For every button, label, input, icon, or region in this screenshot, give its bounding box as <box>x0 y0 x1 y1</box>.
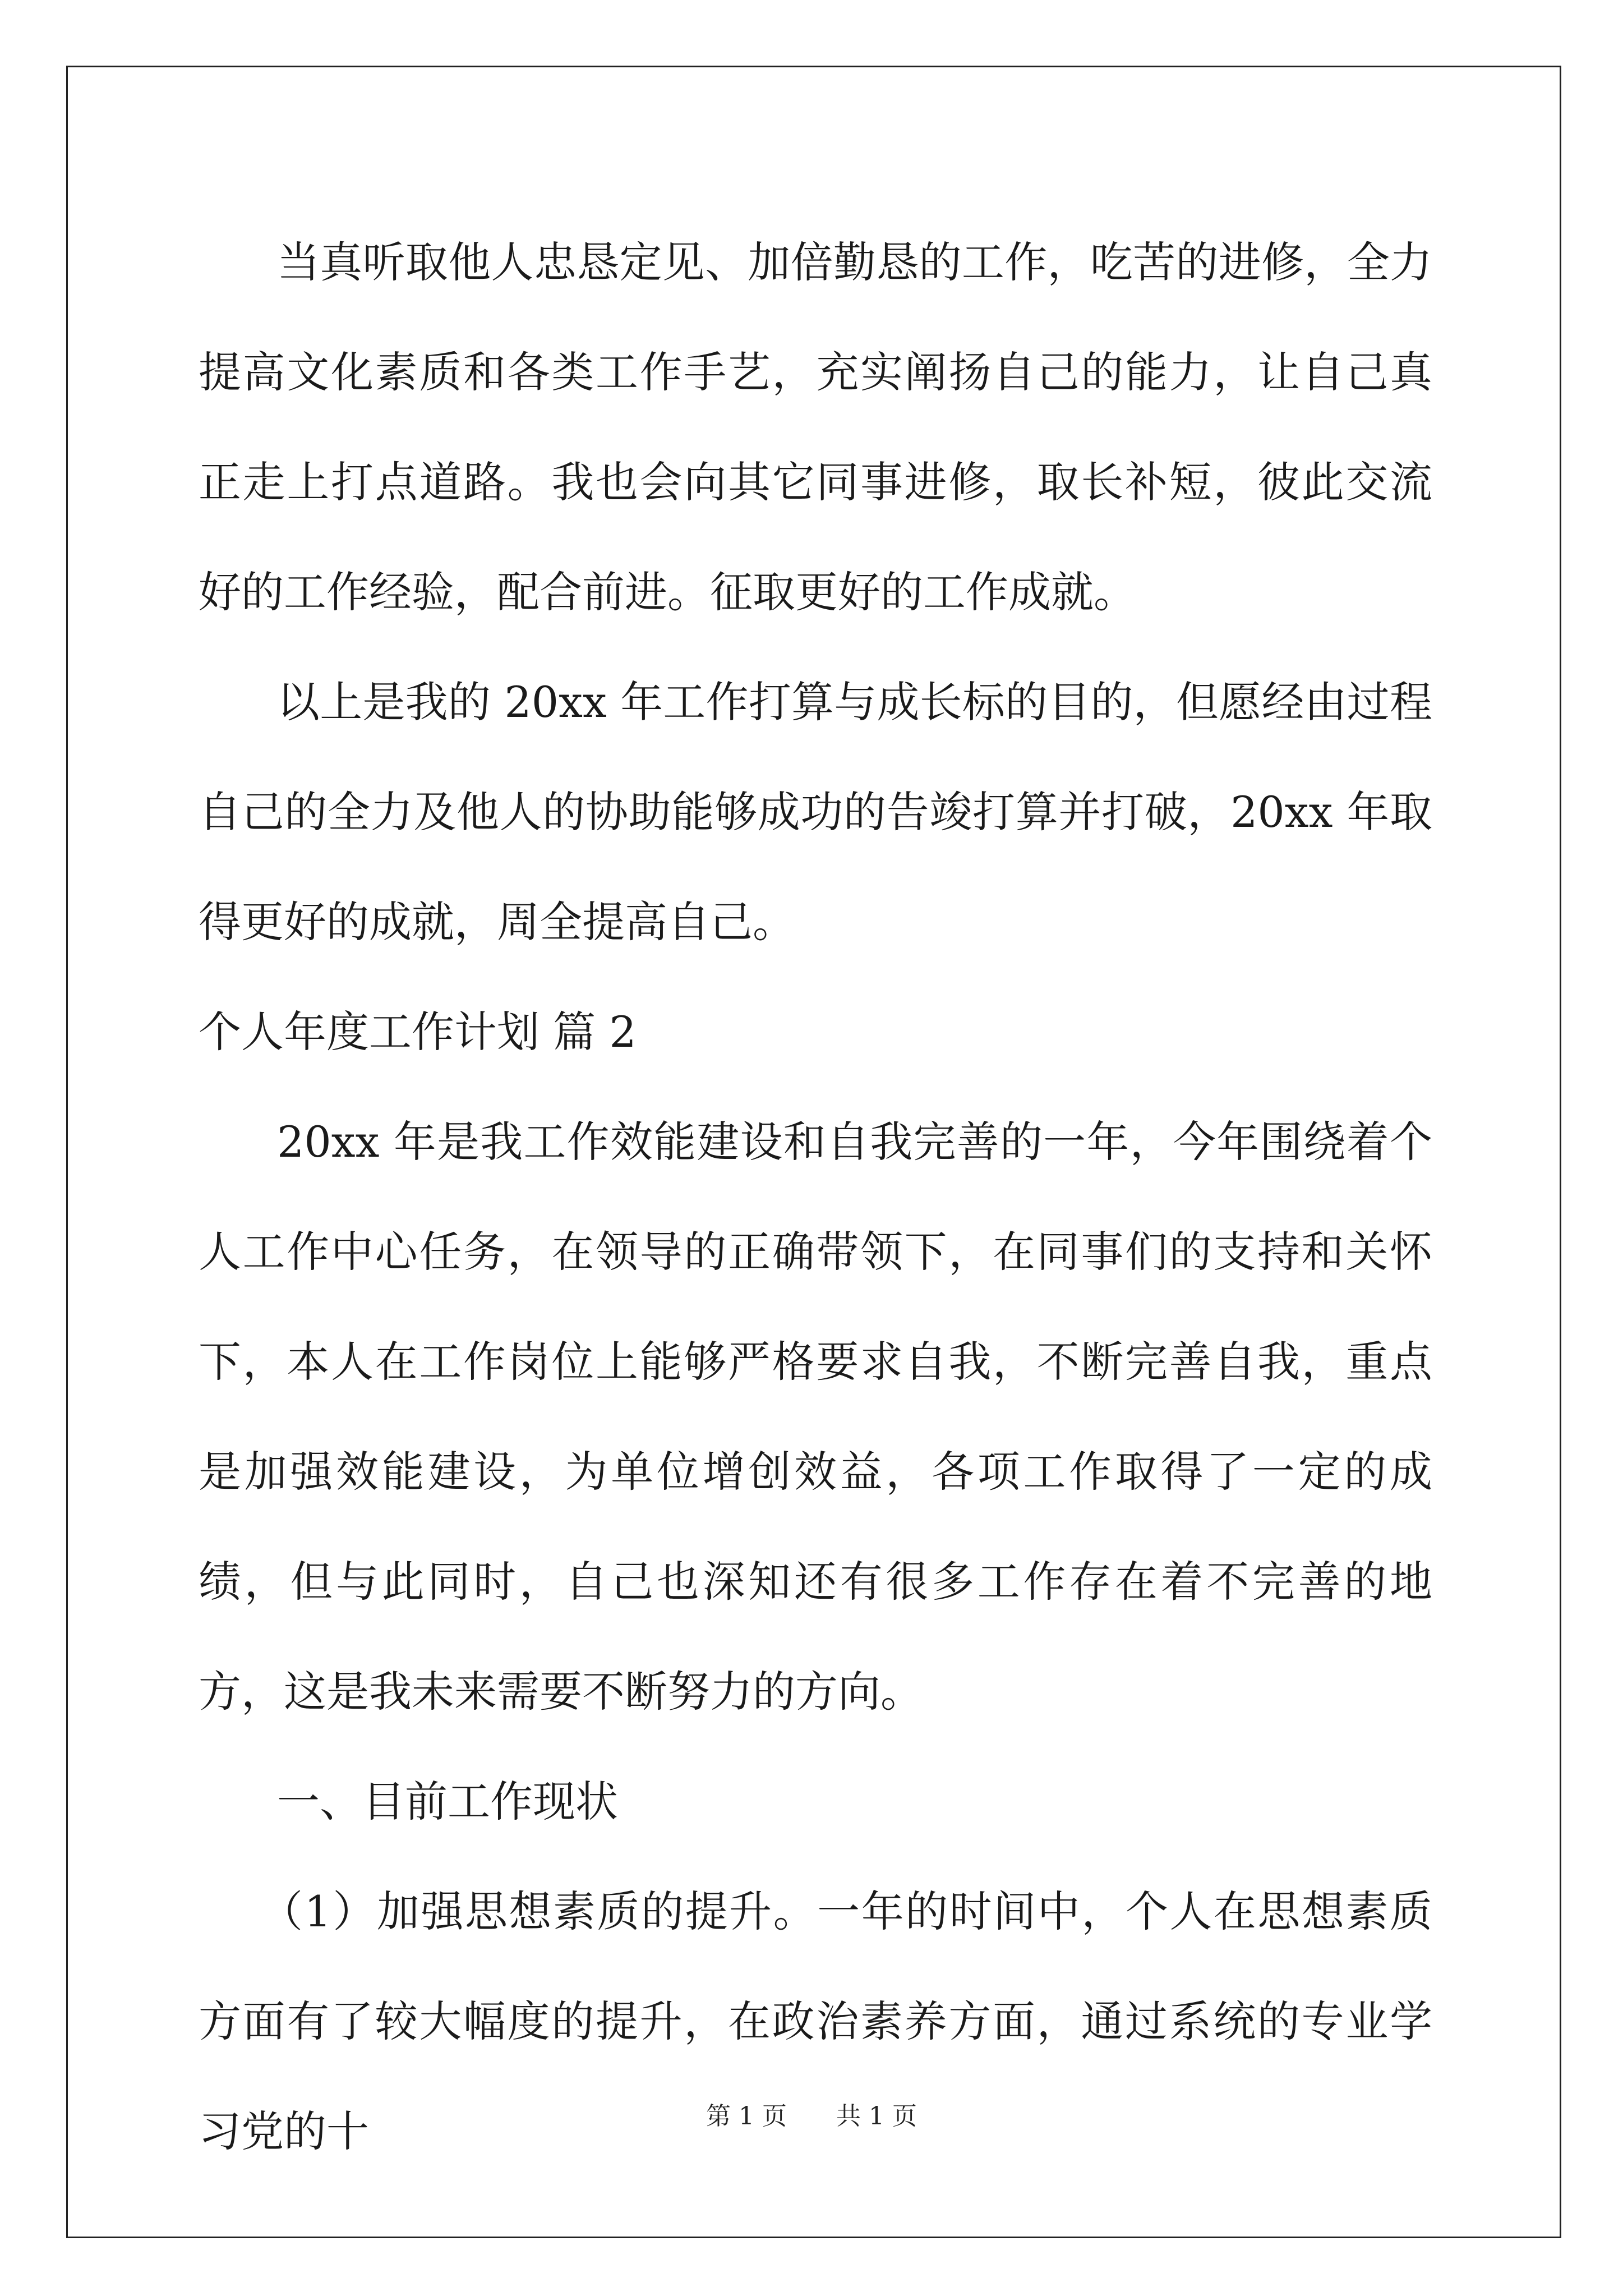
paragraph-3: 20xx 年是我工作效能建设和自我完善的一年，今年围绕着个人工作中心任务，在领导的正确带领下，在同事们的支持和关怀下，本人在工作岗位上能够严格要求自我，不断完善自我，重点是加强效能建设，为单位增创效益，各项工作取得了一定的成绩，但与此同时，自己也深知还有很多工作存在着不完善的地方，这是我未来需要不断努力的方向。 <box>199 1117 1432 1717</box>
subheading-current-status: 一、目前工作现状 <box>277 1777 618 1826</box>
paragraph-4: （1）加强思想素质的提升。一年的时间中，个人在思想素质方面有了较大幅度的提升，在政治素养方面，通过系统的专业学习党的十 <box>199 1887 1432 2156</box>
document-body <box>199 208 1432 2187</box>
page-footer <box>0 2096 1623 2132</box>
section-heading: 个人年度工作计划 篇 2 <box>199 1007 637 1057</box>
page-number: 第 1 页 <box>706 2102 787 2131</box>
paragraph-2: 以上是我的 20xx 年工作打算与成长标的目的，但愿经由过程自己的全力及他人的协助能够成功的告竣打算并打破，20xx 年取得更好的成就，周全提高自己。 <box>199 677 1432 947</box>
paragraph-1: 当真听取他人忠恳定见、加倍勤恳的工作，吃苦的进修，全力提高文化素质和各类工作手艺，充实阐扬自己的能力，让自己真正走上打点道路。我也会向其它同事进修，取长补短，彼此交流好的工作经验，配合前进。征取更好的工作成就。 <box>199 237 1432 617</box>
page-total: 共 1 页 <box>836 2102 917 2131</box>
